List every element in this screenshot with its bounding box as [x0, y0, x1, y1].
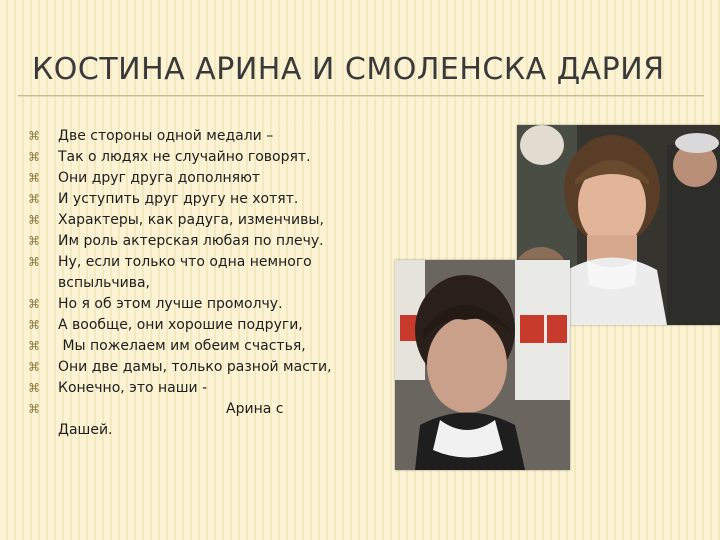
list-item	[28, 336, 368, 357]
x-mark-bullet-icon: ⌘	[28, 402, 40, 416]
x-mark-bullet-icon: ⌘	[28, 150, 40, 164]
x-mark-bullet-icon: ⌘	[28, 192, 40, 206]
poem-line: Так о людях не случайно говорят.	[58, 149, 311, 165]
list-item	[28, 210, 368, 231]
list-item	[28, 189, 368, 210]
poem-line: А вообще, они хорошие подруги,	[58, 317, 303, 333]
poem-line: Арина с	[226, 401, 284, 417]
poem-line: Характеры, как радуга, изменчивы,	[58, 212, 324, 228]
title-divider	[18, 95, 704, 97]
poem-line: Конечно, это наши -	[58, 380, 208, 396]
list-item	[28, 315, 368, 336]
girl-portrait-photo	[395, 260, 570, 470]
poem-line: Дашей.	[58, 422, 113, 438]
list-item	[28, 378, 368, 399]
list-item	[28, 252, 368, 294]
list-item	[28, 147, 368, 168]
poem-line: Они друг друга дополняют	[58, 170, 261, 186]
x-mark-bullet-icon: ⌘	[28, 381, 40, 395]
list-item	[28, 399, 368, 441]
slide-title: КОСТИНА АРИНА И СМОЛЕНСКА ДАРИЯ	[32, 52, 665, 87]
x-mark-bullet-icon: ⌘	[28, 255, 40, 269]
x-mark-bullet-icon: ⌘	[28, 171, 40, 185]
poem-line: Мы пожелаем им обеим счастья,	[58, 338, 306, 354]
portrait-photo-image	[395, 260, 570, 470]
list-item	[28, 168, 368, 189]
x-mark-bullet-icon: ⌘	[28, 213, 40, 227]
poem-line: Две стороны одной медали –	[58, 128, 274, 144]
x-mark-bullet-icon: ⌘	[28, 297, 40, 311]
poem-line: Им роль актерская любая по плечу.	[58, 233, 324, 249]
x-mark-bullet-icon: ⌘	[28, 318, 40, 332]
poem-line: И уступить друг другу не хотят.	[58, 191, 299, 207]
poem-line: Они две дамы, только разной масти,	[58, 359, 332, 375]
x-mark-bullet-icon: ⌘	[28, 339, 40, 353]
x-mark-bullet-icon: ⌘	[28, 360, 40, 374]
poem-bullet-list	[28, 126, 368, 441]
poem-line: Ну, если только что одна немного вспыльчива,	[58, 254, 312, 291]
poem-line: Но я об этом лучше промолчу.	[58, 296, 283, 312]
x-mark-bullet-icon: ⌘	[28, 234, 40, 248]
list-item	[28, 231, 368, 252]
list-item	[28, 126, 368, 147]
list-item	[28, 294, 368, 315]
list-item	[28, 357, 368, 378]
x-mark-bullet-icon: ⌘	[28, 129, 40, 143]
